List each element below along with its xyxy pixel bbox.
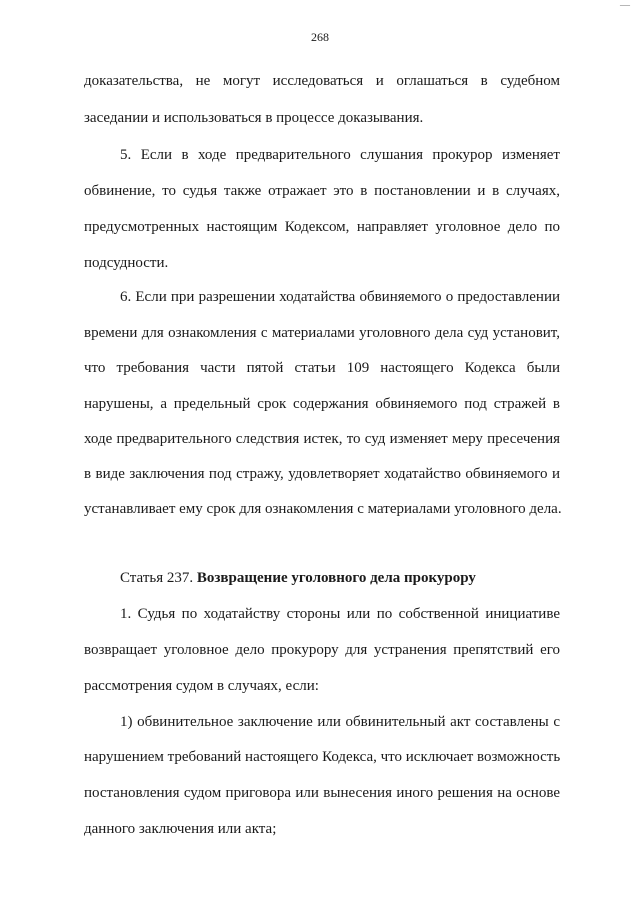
text-line: в виде заключения под стражу, удовлетворяет ходатайство обвиняемого и <box>84 466 560 482</box>
text-line: что требования части пятой статьи 109 настоящего Кодекса были <box>84 360 560 376</box>
text-line: рассмотрения судом в случаях, если: <box>84 678 319 694</box>
text-line: 1) обвинительное заключение или обвинительный акт составлены с <box>120 714 560 730</box>
text-line: ходе предварительного следствия истек, то суд изменяет меру пресечения <box>84 431 560 447</box>
text-line: устанавливает ему срок для ознакомления с материалами уголовного дела. <box>84 501 562 517</box>
text-line: нарушением требований настоящего Кодекса, что исключает возможность <box>84 749 561 765</box>
text-line: данного заключения или акта; <box>84 821 277 837</box>
text-line: подсудности. <box>84 255 169 271</box>
article-prefix: Статья 237. <box>120 570 194 586</box>
text-line: возвращает уголовное дело прокурору для устранения препятствий его <box>84 642 560 658</box>
text-line: 5. Если в ходе предварительного слушания прокурор изменяет <box>120 147 560 163</box>
corner-mark: — <box>620 0 630 11</box>
page-number: 268 <box>311 30 329 44</box>
text-line: доказательства, не могут исследоваться и оглашаться в судебном <box>84 73 560 89</box>
text-line: предусмотренных настоящим Кодексом, направляет уголовное дело по <box>84 219 560 235</box>
article-heading <box>120 569 476 587</box>
text-line: 1. Судья по ходатайству стороны или по собственной инициативе <box>120 606 560 622</box>
text-line: обвинение, то судья также отражает это в постановлении и в случаях, <box>84 183 560 199</box>
text-line: заседании и использоваться в процессе доказывания. <box>84 110 424 126</box>
text-line: постановления судом приговора или вынесения иного решения на основе <box>84 785 560 801</box>
article-title: Возвращение уголовного дела прокурору <box>196 570 476 586</box>
text-line: 6. Если при разрешении ходатайства обвиняемого о предоставлении <box>120 289 560 305</box>
text-line: нарушены, а предельный срок содержания обвиняемого под стражей в <box>84 396 560 412</box>
text-line: времени для ознакомления с материалами уголовного дела суд установит, <box>84 325 560 341</box>
